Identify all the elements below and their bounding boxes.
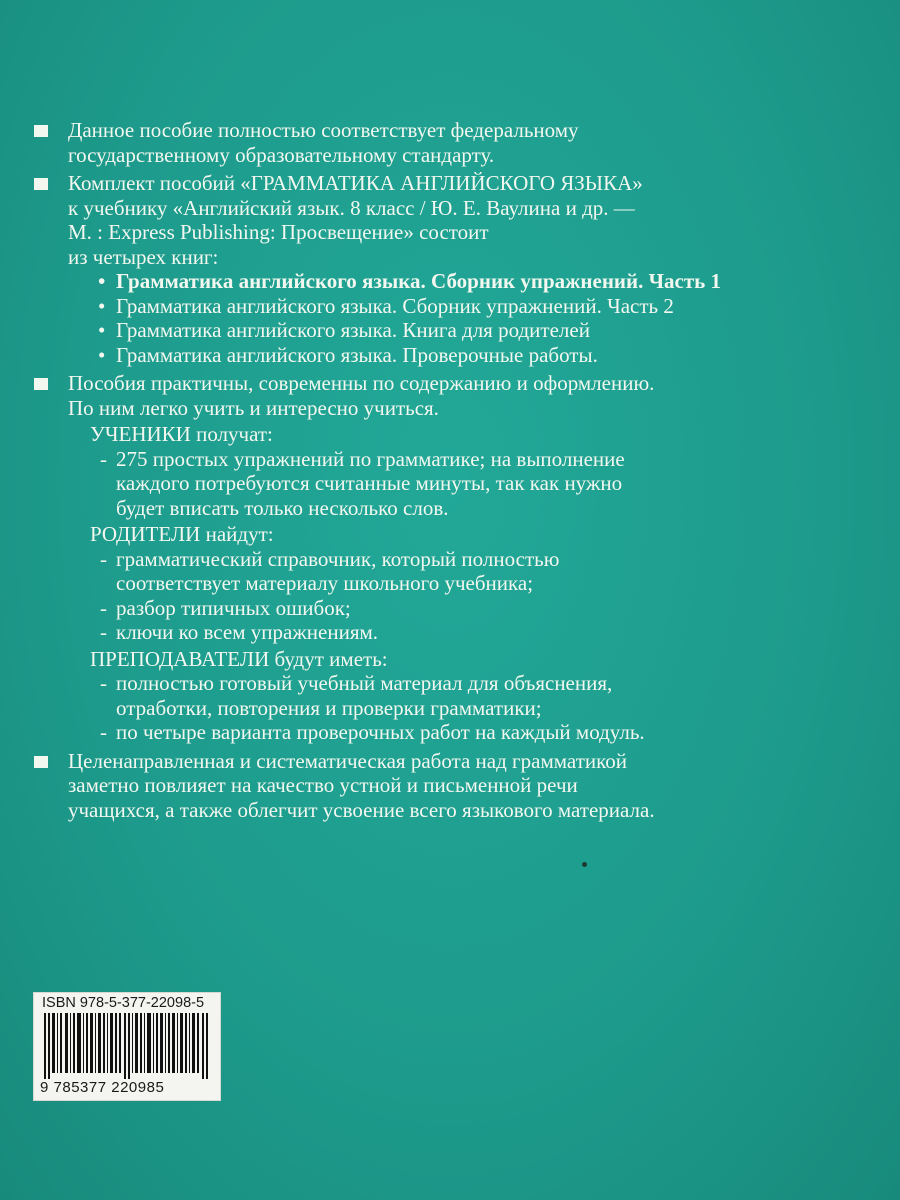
- isbn-label: ISBN 978-5-377-22098-5: [42, 995, 205, 1011]
- square-bullet-icon: [34, 178, 48, 190]
- book-list: [68, 269, 900, 367]
- text-line: заметно повлияет на качество устной и письменной речи: [68, 773, 578, 797]
- dot-bullet-icon: •: [98, 318, 106, 342]
- parents-heading: РОДИТЕЛИ найдут:: [90, 522, 274, 546]
- teachers-heading: ПРЕПОДАВАТЕЛИ будут иметь:: [90, 646, 388, 671]
- book-title: Грамматика английского языка. Сборник упражнений. Часть 2: [116, 293, 674, 318]
- text-line: ключи ко всем упражнениям.: [116, 620, 379, 644]
- text-line: По ним легко учить и интересно учиться.: [68, 395, 439, 420]
- square-bullet-icon: [34, 756, 48, 768]
- text-line: Комплект пособий «ГРАММАТИКА АНГЛИЙСКОГО ЯЗЫКА»: [68, 171, 643, 195]
- text-line: Данное пособие полностью соответствует федеральному: [68, 118, 579, 142]
- text-line: по четыре варианта проверочных работ на каждый модуль.: [116, 720, 645, 744]
- book-item: [68, 318, 900, 343]
- text-line: отработки, повторения и проверки грамматики;: [116, 695, 542, 720]
- dot-bullet-icon: •: [98, 293, 106, 318]
- bullet-benefits: [0, 371, 900, 745]
- cover-text: [0, 118, 900, 826]
- text-line: государственному образовательному стандарту.: [68, 142, 495, 167]
- teachers-item: [68, 671, 900, 720]
- students-item: [68, 447, 900, 521]
- teachers-item: [68, 720, 900, 745]
- bullet-conclusion: [0, 749, 900, 823]
- isbn-barcode-box: [33, 992, 221, 1101]
- text-line: Пособия практичны, современны по содержанию и оформлению.: [68, 371, 655, 395]
- text-line: грамматический справочник, который полностью: [116, 546, 560, 571]
- text-line: соответствует материалу школьного учебника;: [116, 571, 534, 595]
- text-line: из четырех книг:: [68, 244, 219, 269]
- text-line: М. : Express Publishing: Просвещение» состоит: [68, 220, 489, 244]
- dash-icon: -: [100, 671, 107, 695]
- text-line: Целенаправленная и систематическая работа над грамматикой: [68, 748, 627, 773]
- parents-item: [68, 547, 900, 596]
- text-line: будет вписать только несколько слов.: [116, 495, 449, 520]
- dash-icon: -: [100, 446, 107, 471]
- dash-icon: -: [100, 595, 107, 620]
- square-bullet-icon: [34, 125, 48, 137]
- barcode-icon: [44, 1013, 212, 1079]
- book-item-current: [68, 269, 900, 294]
- parents-item: [68, 596, 900, 621]
- bullet-set: [0, 171, 900, 367]
- text-line: полностью готовый учебный материал для объяснения,: [116, 671, 613, 695]
- dot-bullet-icon: •: [98, 342, 106, 367]
- parents-item: [68, 620, 900, 645]
- book-item: [68, 343, 900, 368]
- dash-icon: -: [100, 720, 107, 744]
- book-title: Грамматика английского языка. Проверочные работы.: [116, 342, 598, 367]
- text-line: 275 простых упражнений по грамматике; на выполнение: [116, 446, 625, 471]
- text-line: к учебнику «Английский язык. 8 класс / Ю. Е. Ваулина и др. —: [68, 195, 635, 220]
- text-line: учащихся, а также облегчит усвоение всего языкового материала.: [68, 797, 655, 822]
- dash-icon: -: [100, 620, 107, 644]
- barcode-digits: 9 785377 220985: [40, 1079, 165, 1096]
- text-line: каждого потребуются считанные минуты, так как нужно: [116, 471, 623, 495]
- book-title: Грамматика английского языка. Сборник упражнений. Часть 1: [116, 269, 722, 293]
- students-heading: УЧЕНИКИ получат:: [90, 422, 273, 446]
- bullet-standard: [0, 118, 900, 167]
- square-bullet-icon: [34, 378, 48, 390]
- book-title: Грамматика английского языка. Книга для родителей: [116, 318, 590, 342]
- text-line: разбор типичных ошибок;: [116, 595, 351, 620]
- print-speck: [582, 862, 587, 867]
- book-item: [68, 294, 900, 319]
- dash-icon: -: [100, 546, 107, 571]
- dot-bullet-icon: •: [98, 269, 106, 293]
